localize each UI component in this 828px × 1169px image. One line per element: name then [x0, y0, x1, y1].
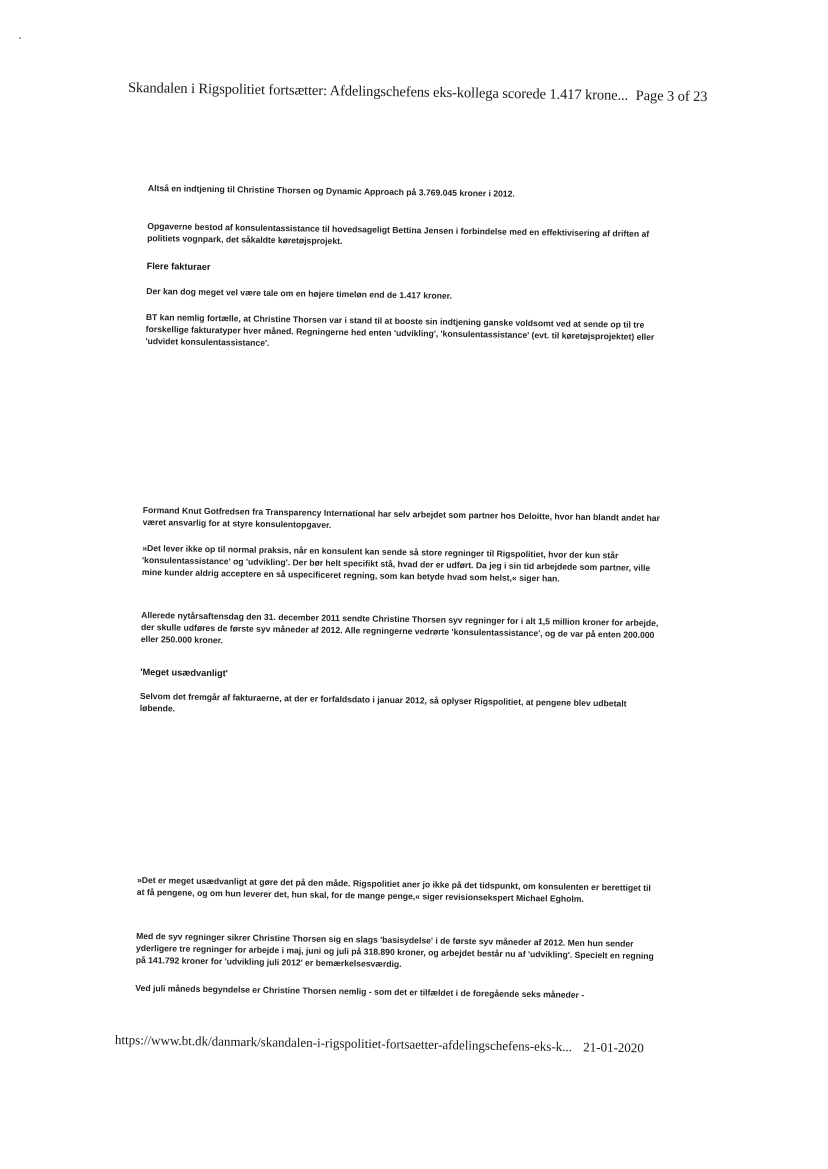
subheading-unusual: 'Meget usædvanligt' [140, 666, 228, 679]
print-date: 21-01-2020 [583, 1039, 644, 1056]
paragraph-seven-invoices: Med de syv regninger sikrer Christine Thorsen sig en slags 'basisydelse' i de første syv måneder af 2012. Men hun sender yderligere tre regninger for arbejde i maj, juni og juli på 318.890 kroner, og arbejdet består nu af 'udvikling'. Specielt en regning på 141.792 kroner for 'udvikling juli 2012' er bemærkelsesværdig. [135, 930, 654, 970]
paragraph-new-years-eve: Allerede nytårsaftensdag den 31. december 2011 sendte Christine Thorsen syv regninger for i alt 1,5 million kroner for arbejde, der skulle udføres de første syv måneder af 2012. Alle regningerne vedrørte 'konsulentassistance', og de var på enten 200.000 eller 250.000 kroner. [140, 609, 659, 646]
paragraph-hourly-rate: Der kan dog meget vel være tale om en højere timeløn end de 1.417 kroner. [146, 285, 453, 301]
paragraph-quote-egholm: »Det er meget usædvanligt at gøre det på den måde. Rigspolitiet aner jo ikke på det tidspunkt, om konsulenten er berettiget til at få pengene, og om hun leverer det, hun skal, for de mange penge,« siger revisionsekspert Michael Egholm. [136, 874, 651, 904]
paragraph-income: Altså en indtjening til Christine Thorsen og Dynamic Approach på 3.769.045 kroner i 2012. [147, 182, 515, 199]
paragraph-quote-practice: »Det lever ikke op til normal praksis, når en konsulent kan sende så store regninger til Rigspolitiet, hvor der kun står 'konsulentassistance' og 'udvikling'. Der bør helt specifikt stå, hvad der er udført. Da jeg i sin tid arbejdede som partner, ville mine kunder aldrig acceptere en så uspecificeret regning, som kan betyde hvad som helst,« siger han. [141, 542, 651, 584]
paragraph-gotfredsen: Formand Knut Gotfredsen fra Transparency International har selv arbejdet som partner hos Deloitte, hvor han blandt andet har været ansvarlig for at styre konsulentopgaver. [142, 504, 661, 530]
paragraph-due-date: Selvom det fremgår af fakturaerne, at der er forfaldsdato i januar 2012, så oplyser Rigspolitiet, at pengene blev udbetalt løbende. [139, 690, 627, 714]
paragraph-tasks: Opgaverne bestod af konsulentassistance til hovedsageligt Bettina Jensen i forbindelse med en effektivisering af driften af politiets vognpark, det såkaldte køretøjsprojekt. [147, 220, 650, 247]
page-number: Page 3 of 23 [635, 87, 708, 106]
paragraph-july: Ved juli måneds begyndelse er Christine Thorsen nemlig - som det er tilfældet i de foregående seks måneder - [135, 982, 585, 1000]
subheading-invoices: Flere fakturaer [146, 260, 211, 272]
scan-speck [19, 37, 21, 39]
page-footer [115, 1032, 695, 1057]
page-header [128, 80, 708, 106]
paragraph-invoice-types: BT kan nemlig fortælle, at Christine Thorsen var i stand til at booste sin indtjening ganske voldsomt ved at sende op til tre forskellige fakturatyper hver måned. Regningerne hed enten 'udvikling', 'konsulentassistance' (evt. til køretøjsprojektet) eller 'udvidet konsulentassistance'. [145, 311, 655, 348]
article-body [135, 182, 678, 1000]
source-url: https://www.bt.dk/danmark/skandalen-i-rigspolitiet-fortsaetter-afdelingschefens-eks-k... [114, 1032, 573, 1055]
header-title: Skandalen i Rigspolitiet fortsætter: Afdelingschefens eks-kollega scorede 1.417 krone... [127, 80, 629, 104]
